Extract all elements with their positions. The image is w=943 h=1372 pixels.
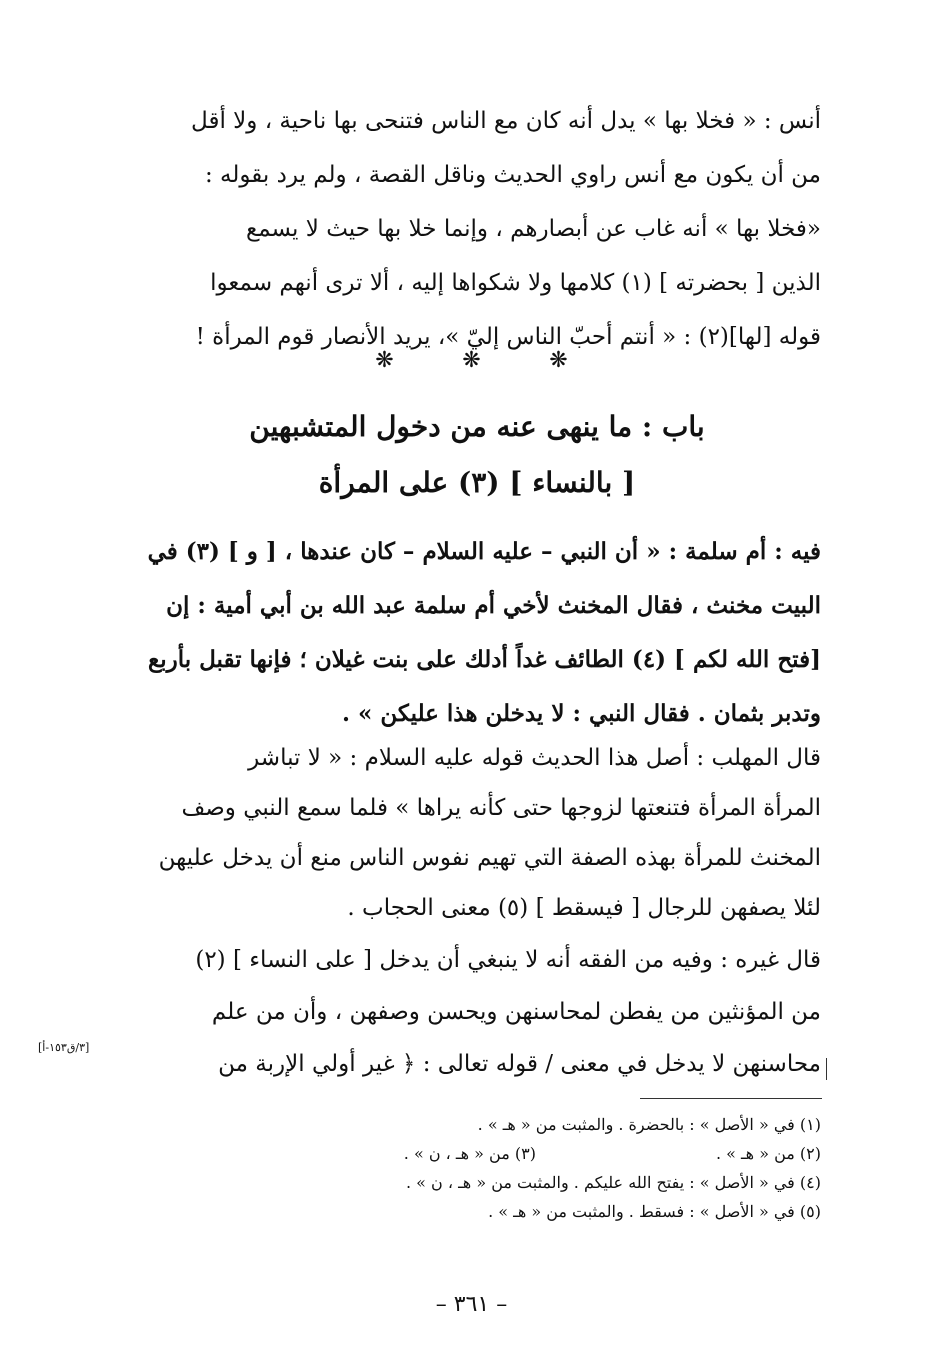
text-line: لئلا يصفهن للرجال [ فيسقط ] (٥) معنى الحجاب . [347,895,821,921]
chapter-subtitle: [ بالنساء ] (٣) على المرأة [318,466,636,499]
footnote-4: (٤) في « الأصل » : يفتح الله عليكم . والمثبت من « هـ ، ن » . [405,1173,821,1192]
text-line: المخنث للمرأة بهذه الصفة التي تهيم نفوس الناس منع أن يدخل عليهن [158,845,821,871]
text-line: أنس : « فخلا بها » يدل أنه كان مع الناس فتنحى بها ناحية ، ولا أقل [191,108,821,134]
section-separator [0,348,943,373]
star-ornament-icon: ❋ [462,348,481,373]
footnotes [133,1110,821,1226]
text-line: البيت مخنث ، فقال المخنث لأخي أم سلمة عبد الله بن أبي أمية : إن [166,592,821,619]
footnote-divider [640,1098,822,1099]
manuscript-reference: [٣/ق١٥٣-أ] [38,1041,90,1054]
star-ornament-icon: ❋ [549,348,568,373]
text-line: قوله [لها](٢) : « أنتم أحبّ الناس إليّ »، يريد الأنصار قوم المرأة ! [195,324,821,350]
chapter-title: باب : ما ينهى عنه من دخول المتشبهين [249,410,705,443]
paragraph-1 [133,94,821,364]
footnote-3: (٣) من « هـ ، ن » . [403,1144,536,1163]
text-line: الذين [ بحضرته ] (١) كلامها ولا شكواها إليه ، ألا ترى أنهم سمعوا [210,270,821,296]
page-number: – ٣٦١ – [435,1292,508,1317]
text-line: [فتح الله لكم ] (٤) الطائف غداً أدلك على بنت غيلان ؛ فإنها تقبل بأربع [147,646,821,673]
paragraph-4 [133,934,821,1090]
footnote-2: (٢) من « هـ » . [715,1144,821,1163]
hadith-text [133,525,821,741]
footnote-1: (١) في « الأصل » : بالحضرة . والمثبت من « هـ » . [477,1115,821,1134]
text-line: محاسنهن لا يدخل في معنى / قوله تعالى : ﴿ غير أولي الإربة من [218,1051,821,1077]
text-line: قال المهلب : أصل هذا الحديث قوله عليه السلام : « لا تباشر [248,745,821,771]
footnote-5: (٥) في « الأصل » : فسقط . والمثبت من « هـ » . [488,1202,821,1221]
footnote-row [133,1139,821,1168]
text-line: «فخلا بها » أنه غاب عن أبصارهم ، وإنما خلا بها حيث لا يسمع [246,216,821,242]
text-line: قال غيره : وفيه من الفقه أنه لا ينبغي أن يدخل [ على النساء ] (٢) [195,947,821,973]
paragraph-3 [133,733,821,933]
text-line: فيه : أم سلمة : « أن النبي – عليه السلام – كان عندها ، [ و ] (٣) في [147,538,821,565]
star-ornament-icon: ❋ [375,348,394,373]
text-line: المرأة المرأة فتنعتها لزوجها حتى كأنه يراها » فلما سمع النبي وصف [181,795,821,821]
margin-marker [826,1058,827,1080]
text-line: من أن يكون مع أنس راوي الحديث وناقل القصة ، ولم يرد بقوله : [204,162,821,188]
text-line: من المؤنثين من يفطن لمحاسنهن ويحسن وصفهن ، وأن من علم [211,999,821,1025]
text-line: وتدبر بثمان . فقال النبي : لا يدخلن هذا عليكن » . [342,700,821,727]
